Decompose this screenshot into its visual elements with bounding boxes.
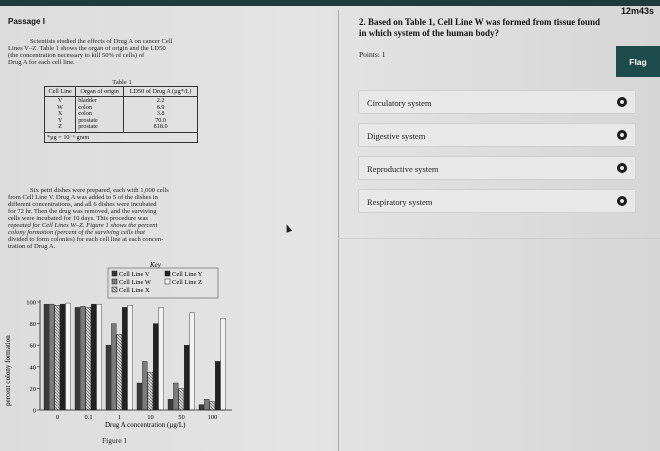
bar [44,304,49,410]
option-reproductive[interactable] [358,156,636,180]
option-label: Circulatory system [367,98,432,108]
radio-button[interactable] [617,196,627,206]
legend-label: Cell Line Z [172,279,202,286]
para2-line: different concentrations, and all 6 dishes were incubated [8,201,157,208]
bar [221,318,226,410]
organ-value: colon [78,103,92,111]
bar [204,399,209,410]
bar [137,383,142,410]
table-1 [44,86,198,143]
bars [44,303,226,410]
bar [111,324,116,410]
ld50-value: 70.0 [155,116,167,124]
bar [159,307,164,410]
y-tick-label: 60 [29,342,36,350]
para1-line: Drug A for each cell line. [8,59,75,66]
y-axis-label: percent colony formation [4,335,12,406]
para1-line: Lines V–Z. Table 1 shows the organ of origin and the LD50 [8,45,166,52]
figure-caption: Figure 1 [102,436,128,445]
flag-button[interactable]: Flag [616,46,660,77]
legend-swatch [112,287,117,292]
x-tick-label: 1 [117,414,122,421]
option-respiratory[interactable] [358,189,636,213]
para2-line: from Cell Line V. Drug A was added to 5 of the dishes in [8,194,158,201]
bar [106,345,111,410]
organ-value: bladder [78,97,97,104]
bar [215,361,220,410]
organ-value: prostate [78,123,98,130]
bar [91,304,96,410]
legend-label: Cell Line X [119,287,150,294]
para2-line: repeated for Cell Lines W–Z. Figure 1 shows the percent [8,222,158,229]
para1-line: (the concentration necessary to kill 50% of cells) of [8,52,145,59]
key-title: Key [150,261,161,269]
para2-line: colony formation (percent of the surviving cells that [8,229,145,236]
option-digestive[interactable] [358,123,636,147]
bar [49,304,54,410]
option-circulatory[interactable] [358,90,636,114]
option-label: Respiratory system [367,197,433,207]
bar [86,307,91,410]
y-tick-label: 0 [32,407,36,415]
bar [153,324,158,410]
bar [184,345,189,410]
bar [66,303,71,410]
bar [199,405,204,410]
table-title: Table 1 [112,79,132,86]
para1-line: Scientists studied the effects of Drug A on cancer Cell [30,38,173,45]
table-organs [76,97,124,133]
ld50-value: 6.9 [156,103,165,111]
legend-label: Cell Line Y [172,271,203,278]
x-tick-label: 0.1 [84,414,93,421]
legend-label: Cell Line V [119,271,150,278]
para2-line: tration of Drug A. [8,243,56,250]
top-bar [0,0,660,6]
bar [190,313,195,410]
bar [210,401,215,410]
radio-button[interactable] [617,163,627,173]
para2-line: Six petri dishes were prepared, each with 1,000 cells [30,187,169,194]
y-tick-label: 100 [26,299,36,307]
organ-value: colon [78,110,92,117]
bar [148,372,153,410]
bar [117,334,122,410]
legend-swatch [112,279,117,284]
pane-divider[interactable] [338,10,339,451]
bar [55,305,60,410]
para2-line: divided to form colonies) for each cell line at each concen- [8,236,164,243]
table-cell-lines [45,97,76,133]
table-ld50 [124,97,198,133]
organ-value: prostate [78,116,98,124]
y-tick-label: 80 [29,321,36,329]
bar [80,306,85,410]
mouse-cursor-icon [284,223,292,233]
passage-heading: Passage I [8,17,45,26]
separator [338,238,660,239]
question-text: 2. Based on Table 1, Cell Line W was formed from tissue found in which system of the human body? [359,17,601,38]
bar [142,361,147,410]
radio-button[interactable] [617,97,627,107]
bar [179,388,184,410]
passage-paragraph-1 [8,38,238,66]
para2-line: cells were incubated for 10 days. This procedure was [8,215,148,222]
table-header-organ: Organ of origin [76,87,124,97]
bar [168,399,173,410]
points-label: Points: 1 [359,50,386,59]
bar [128,305,133,410]
bar [173,383,178,410]
ld50-value: 2.2 [156,97,165,104]
radio-button[interactable] [617,130,627,140]
figure-1-chart [0,256,240,436]
x-tick-label: 100 [207,414,218,421]
ld50-value: 818.0 [153,123,168,130]
ld50-value: 3.8 [156,110,165,117]
legend-label: Cell Line W [119,279,152,286]
y-tick-label: 20 [29,385,36,393]
x-axis-label: Drug A concentration (µg/L) [105,421,186,429]
x-tick-label: 50 [178,414,185,421]
legend-swatch [112,271,117,276]
table-header-ld50: LD50 of Drug A (µg*/L) [124,87,198,97]
bar [122,307,127,410]
legend-swatch [165,271,170,276]
bar [60,304,65,410]
cell-line-list: V W X Y Z [57,97,64,130]
x-tick-label: 10 [147,414,154,421]
timer: 12m43s [620,6,654,16]
legend [112,271,203,294]
table-footnote: *µg = 10⁻⁶ gram [45,132,198,142]
option-label: Digestive system [367,131,426,141]
x-tick-label: 0 [55,414,60,421]
legend-swatch [165,279,170,284]
bar [75,307,80,410]
table-header-cell-line: Cell Line [45,87,76,97]
passage-paragraph-2 [8,187,240,250]
option-label: Reproductive system [367,164,439,174]
y-tick-label: 40 [29,364,36,372]
para2-line: for 72 hr. Then the drug was removed, and the surviving [8,208,157,215]
bar [97,304,102,410]
